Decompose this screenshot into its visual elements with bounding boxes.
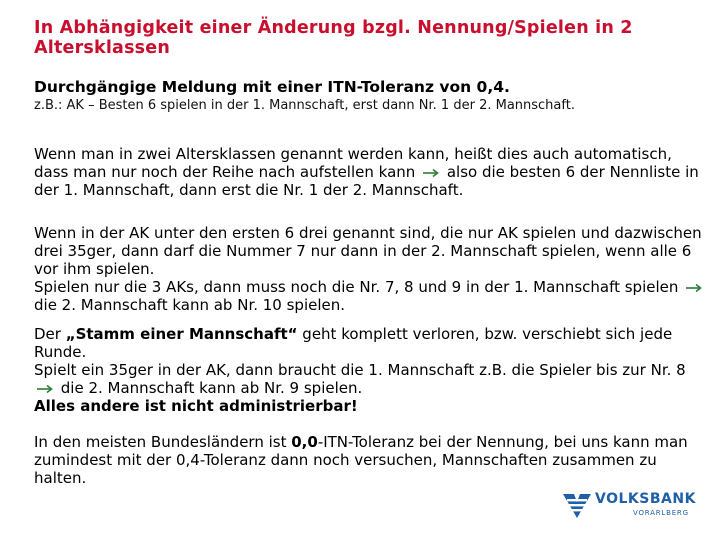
logo-name: VOLKSBANK (595, 491, 696, 507)
paragraph-3 (34, 325, 709, 415)
paragraph-3-line-2b: die 2. Mannschaft kann ab Nr. 9 spielen. (60, 379, 363, 397)
arrow-right-icon (685, 283, 703, 293)
paragraph-4-bold: 0,0 (291, 433, 318, 451)
paragraph-2-line-1: Wenn in der AK unter den ersten 6 drei genannt sind, die nur AK spielen und dazwischen drei 35ger, dann darf die Nummer 7 nur dann in der 2. Mannschaft spielen, wenn alle 6 vor ihm spielen. (34, 224, 702, 278)
paragraph-2 (34, 224, 709, 314)
volksbank-logo-icon (561, 490, 593, 520)
paragraph-1-text-b: also die besten 6 der Nennliste in der 1. Mannschaft, dann erst die Nr. 1 der 2. Mannschaft. (34, 163, 699, 199)
arrow-right-icon (422, 168, 440, 178)
paragraph-4 (34, 433, 709, 487)
paragraph-3-pre: Der (34, 325, 66, 343)
slide-title: In Abhängigkeit einer Änderung bzgl. Nennung/Spielen in 2 Altersklassen (34, 18, 633, 58)
paragraph-2-line-2b: die 2. Mannschaft kann ab Nr. 10 spielen. (34, 296, 346, 314)
paragraph-3-line-2a: Spielt ein 35ger in der AK, dann braucht die 1. Mannschaft z.B. die Spieler bis zur Nr. 8 (34, 361, 686, 379)
paragraph-2-line-2a: Spielen nur die 3 AKs, dann muss noch die Nr. 7, 8 und 9 in der 1. Mannschaft spielen (34, 278, 679, 296)
logo-subtitle: VORARLBERG (633, 509, 689, 517)
volksbank-logo (561, 490, 701, 522)
example-text: z.B.: AK – Besten 6 spielen in der 1. Mannschaft, erst dann Nr. 1 der 2. Mannschaft. (34, 98, 575, 113)
paragraph-3-line-3: Alles andere ist nicht administrierbar! (34, 397, 358, 415)
paragraph-4-post: -ITN-Toleranz bei der Nennung, bei uns kann man zumindest mit der 0,4-Toleranz dann noch versuchen, Mannschaften zusammen zu halten. (34, 433, 688, 487)
arrow-right-icon (36, 384, 54, 394)
paragraph-1-text-a: Wenn man in zwei Altersklassen genannt werden kann, heißt dies auch automatisch, dass man nur noch der Reihe nach aufstellen kann (34, 145, 672, 181)
paragraph-4-pre: In den meisten Bundesländern ist (34, 433, 292, 451)
slide-subtitle: Durchgängige Meldung mit einer ITN-Toleranz von 0,4. (34, 78, 510, 96)
paragraph-3-bold: „Stamm einer Mannschaft“ (65, 325, 298, 343)
paragraph-3-post: geht komplett verloren, bzw. verschiebt sich jede Runde. (34, 325, 673, 361)
paragraph-1 (34, 145, 709, 199)
